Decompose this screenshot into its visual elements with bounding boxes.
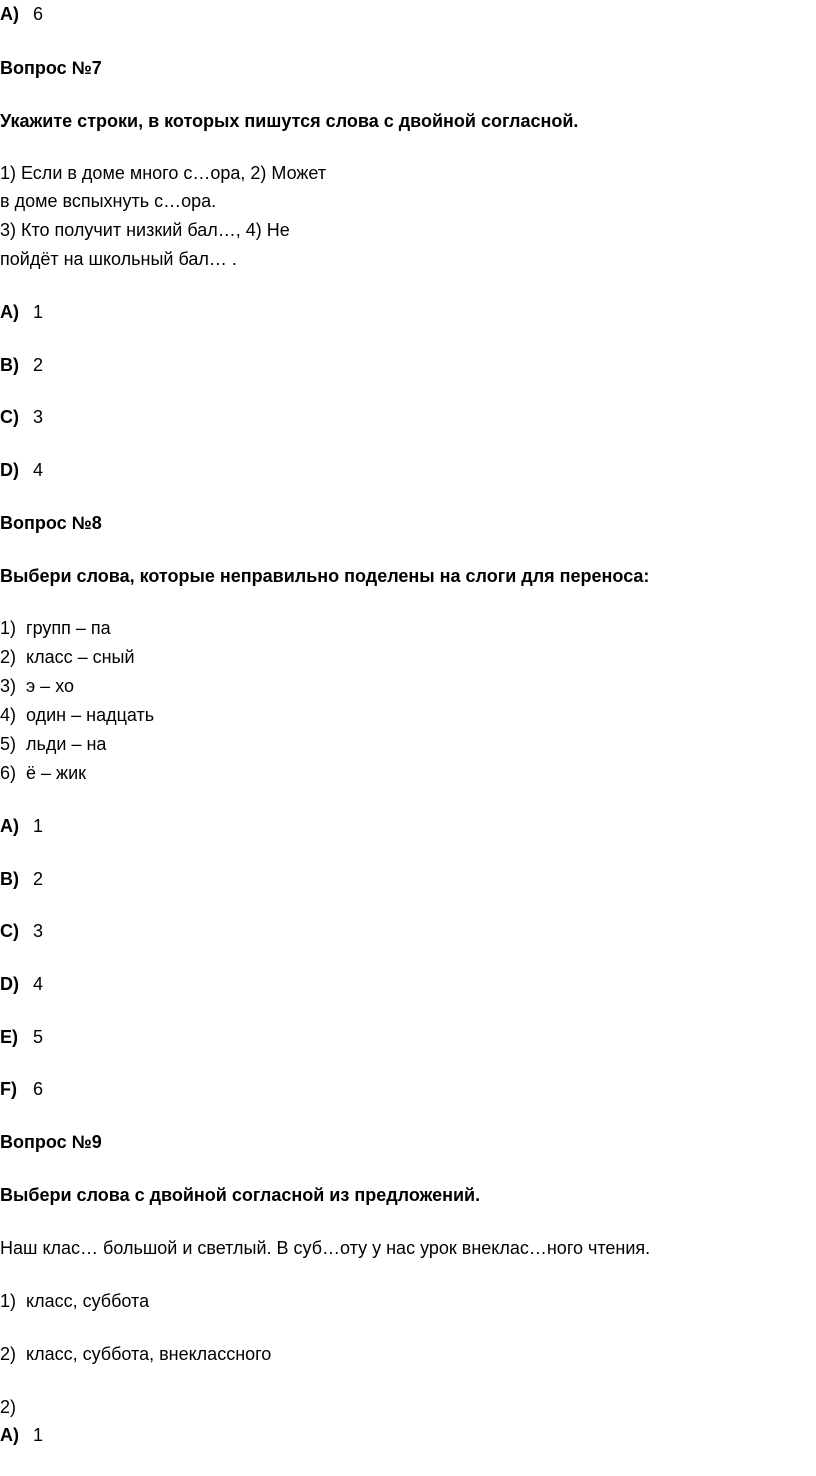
question-7-option-a[interactable]: [0, 301, 43, 323]
question-7-text-line: пойдёт на школьный бал… .: [0, 249, 237, 269]
option-value: 6: [33, 1079, 44, 1099]
question-8-option-a[interactable]: [0, 815, 43, 837]
option-letter: A): [0, 1425, 19, 1445]
option-letter: A): [0, 816, 19, 836]
question-8-item: [0, 675, 74, 697]
item-text: э – хо: [26, 676, 75, 696]
option-a-top: [0, 3, 43, 25]
question-9-option-a[interactable]: [0, 1424, 43, 1446]
item-text: класс, суббота: [26, 1291, 150, 1311]
option-letter: B): [0, 869, 19, 889]
question-7-prompt: Укажите строки, в которых пишутся слова с двойной согласной.: [0, 111, 579, 131]
item-number: 2): [0, 1344, 17, 1364]
option-letter: A): [0, 302, 19, 322]
item-text: один – надцать: [26, 705, 155, 725]
option-value: 3: [33, 407, 44, 427]
question-8-item: [0, 762, 86, 784]
question-7-option-c[interactable]: [0, 406, 43, 428]
option-letter: C): [0, 407, 19, 427]
item-text: класс, суббота, внеклассного: [26, 1344, 272, 1364]
question-8-item: [0, 617, 111, 639]
option-letter: E): [0, 1027, 18, 1047]
option-letter: F): [0, 1079, 17, 1099]
question-8-item: [0, 733, 106, 755]
item-number: 5): [0, 734, 17, 754]
item-text: групп – па: [26, 618, 111, 638]
option-letter: B): [0, 355, 19, 375]
question-8-option-f[interactable]: [0, 1078, 43, 1100]
question-9-sentence: Наш клас… большой и светлый. В суб…оту у нас урок внеклас…ного чтения.: [0, 1238, 651, 1258]
option-value: 2: [33, 869, 44, 889]
option-value: 3: [33, 921, 44, 941]
question-9-item: [0, 1290, 149, 1312]
option-letter: D): [0, 974, 19, 994]
question-8-option-c[interactable]: [0, 920, 43, 942]
item-number: 4): [0, 705, 17, 725]
question-7-option-d[interactable]: [0, 459, 43, 481]
item-text: класс – сный: [26, 647, 135, 667]
question-7-heading: Вопрос №7: [0, 58, 102, 78]
option-letter: D): [0, 460, 19, 480]
option-value: 2: [33, 355, 44, 375]
question-7-option-b[interactable]: [0, 354, 43, 376]
item-number: 6): [0, 763, 17, 783]
option-value: 4: [33, 974, 44, 994]
question-8-option-d[interactable]: [0, 973, 43, 995]
question-7-text-line: 3) Кто получит низкий бал…, 4) Не: [0, 220, 290, 240]
question-7-text-line: 1) Если в доме много с…ора, 2) Может: [0, 163, 327, 183]
question-8-option-e[interactable]: [0, 1026, 43, 1048]
question-8-prompt: Выбери слова, которые неправильно поделены на слоги для переноса:: [0, 566, 650, 586]
question-8-item: [0, 704, 154, 726]
question-9-item: [0, 1343, 271, 1365]
option-value: 1: [33, 1425, 44, 1445]
item-text: льди – на: [26, 734, 107, 754]
question-9-heading: Вопрос №9: [0, 1132, 102, 1152]
item-number: 1): [0, 1291, 17, 1311]
question-9-prompt: Выбери слова с двойной согласной из предложений.: [0, 1185, 481, 1205]
item-text: ё – жик: [26, 763, 86, 783]
option-value: 4: [33, 460, 44, 480]
option-value: 5: [33, 1027, 44, 1047]
item-number: 2): [0, 647, 17, 667]
option-letter: C): [0, 921, 19, 941]
question-8-option-b[interactable]: [0, 868, 43, 890]
option-value: 1: [33, 816, 44, 836]
question-9-stray-number: 2): [0, 1397, 17, 1417]
item-number: 3): [0, 676, 17, 696]
item-number: 1): [0, 618, 17, 638]
question-7-text-line: в доме вспыхнуть с…ора.: [0, 191, 217, 211]
question-8-heading: Вопрос №8: [0, 513, 102, 533]
option-value: 6: [33, 4, 44, 24]
option-value: 1: [33, 302, 44, 322]
option-letter: A): [0, 4, 19, 24]
question-8-item: [0, 646, 135, 668]
